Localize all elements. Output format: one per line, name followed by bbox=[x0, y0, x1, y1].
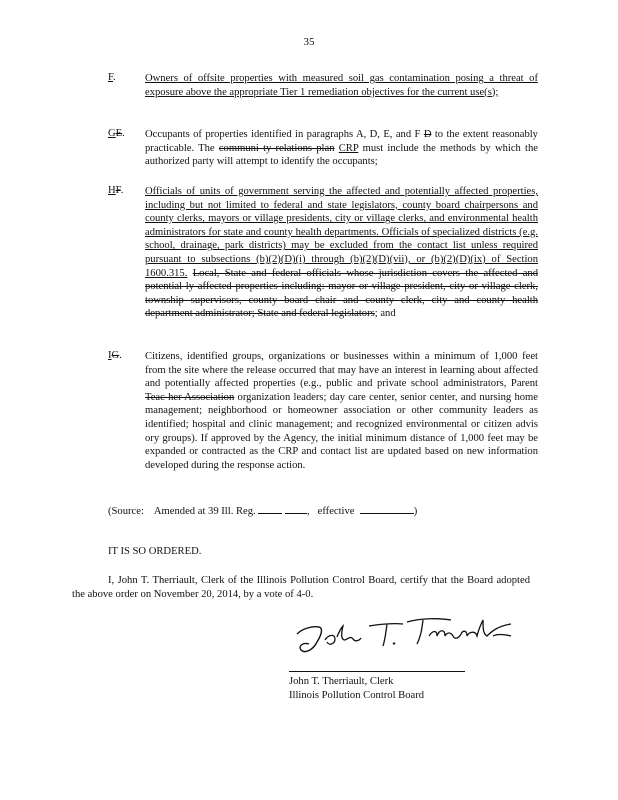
text-run: to the extent reasonably practicable. The bbox=[145, 129, 538, 154]
page-number: 35 bbox=[303, 36, 315, 48]
order-statement: IT IS SO ORDERED. bbox=[108, 546, 202, 557]
item-label: F. bbox=[108, 72, 116, 83]
list-item bbox=[108, 72, 538, 112]
text-run: Teac her Association bbox=[145, 391, 235, 403]
text-run: Local, State and federal officials whose jurisdiction covers the affected and potential ly affected properties including: mayor or village president, city or village clerk, township supervisors, county board chair and county clerk, city and county health department administrator; State and federal legislators bbox=[145, 267, 538, 320]
item-text bbox=[145, 72, 538, 99]
signature bbox=[289, 606, 529, 666]
item-text bbox=[145, 350, 538, 472]
text-run: Owners of offsite properties with measured soil gas contamination posing a threat of exposure above the appropriate Tier 1 remediation objectives for the current use(s); bbox=[145, 73, 538, 98]
list-item bbox=[108, 185, 538, 337]
signer-organization: Illinois Pollution Control Board bbox=[289, 690, 425, 701]
signer-name: John T. Therriault, Clerk bbox=[289, 676, 394, 687]
item-label: GE. bbox=[108, 128, 125, 139]
item-label: HF. bbox=[108, 185, 124, 196]
item-text bbox=[145, 185, 538, 321]
text-run: Citizens, identified groups, organizations or businesses within a minimum of 1,000 feet from the site where the release occurred that may have an interest in learning about affected and potentially affected properties (e.g., public and private school administrators, Parent bbox=[145, 351, 538, 390]
text-run: Officials of units of government serving the affected and potentially affected properties, including but not limited to federal and state legislators, county board chairpersons and county clerks, mayors or village presidents, city or village clerks, and environmental health administrators for state and county health departments. Officials of specialized districts (e.g. school, drainage, park districts) may be excluded from the contact list unless required pursuant to subsections (b)(2)(D)(i) through (b)(2)(D)(vii), or (b)(2)(D)(ix) of Section 1600.315. bbox=[145, 186, 538, 279]
text-run: organization leaders; day care center, senior center, and nursing home management; neighborhood or homeowner association or other community leaders as identified; hospital and clinic management; and recognized environmental or citizen advis ory groups). If approved by the Agency, the initial minimum distance of 1,000 feet may be expanded or contracted as the CRP and contact list are updated based on new information developed during the response action. bbox=[145, 391, 538, 471]
text-run: D bbox=[423, 129, 432, 140]
text-run: CRP bbox=[338, 142, 359, 154]
list-item bbox=[108, 350, 538, 490]
list-item bbox=[108, 128, 538, 172]
item-text bbox=[145, 128, 538, 169]
certification-text: I, John T. Therriault, Clerk of the Illinois Pollution Control Board, certify that the Board adopted the above order on November 20, 2014, by a vote of 4-0. bbox=[72, 575, 530, 600]
signer-block bbox=[289, 675, 424, 703]
text-run: must include the methods by which the authorized party will attempt to identify the occupants; bbox=[145, 142, 539, 168]
text-run: ; and bbox=[374, 308, 396, 320]
text-run: Occupants of properties identified in paragraphs A, D, E, and F bbox=[145, 129, 424, 140]
text-run: communi ty relations plan bbox=[218, 142, 335, 154]
signature-line bbox=[289, 671, 465, 672]
source-note: (Source: Amended at 39 Ill. Reg. , effective ) bbox=[108, 506, 418, 517]
item-label: IG. bbox=[108, 350, 122, 361]
